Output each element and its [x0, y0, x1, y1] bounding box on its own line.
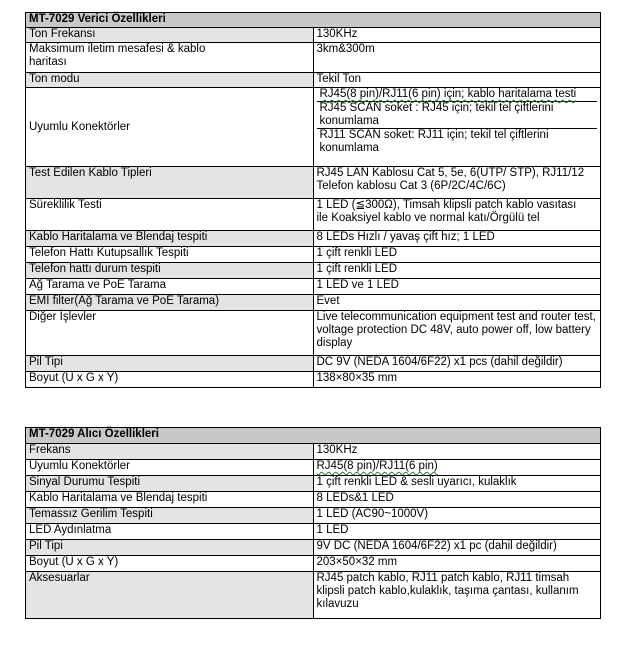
- row-value: 1 çift renkli LED: [313, 247, 601, 263]
- table-row: [26, 476, 601, 492]
- row-value: [313, 572, 601, 619]
- row-label: Ağ Tarama ve PoE Tarama: [26, 279, 314, 295]
- row-value: 9V DC (NEDA 1604/6F22) x1 pc (dahil değildir): [313, 540, 601, 556]
- table-row: [26, 295, 601, 311]
- value-line: RJ45(8 pin)/RJ11(6 pin) için; kablo haritalama testi: [319, 88, 577, 100]
- row-value: Evet: [313, 295, 601, 311]
- value-line: kılavuzu: [316, 598, 359, 610]
- value-line: RJ45 LAN Kablosu Cat 5, 5e, 6(UTP/ STP), RJ11/12: [316, 167, 585, 179]
- row-value: [313, 88, 601, 167]
- row-value: 1 LED: [313, 524, 601, 540]
- row-label: Ton modu: [26, 73, 314, 88]
- value-text: RJ45(8 pin)/RJ11(6 pin): [316, 460, 438, 472]
- row-label: Test Edilen Kablo Tipleri: [26, 167, 314, 199]
- value-line: konumlama: [319, 115, 379, 127]
- row-label: Telefon Hattı Kutupsallık Tespiti: [26, 247, 314, 263]
- table-row: [26, 279, 601, 295]
- row-label: Pil Tipi: [26, 356, 314, 372]
- table-row: [26, 73, 601, 88]
- row-label: Telefon hattı durum tespiti: [26, 263, 314, 279]
- table-row: [26, 263, 601, 279]
- table-row: [26, 508, 601, 524]
- row-value: 1 çift renkli LED & sesli uyarıcı, kulaklık: [313, 476, 601, 492]
- row-value: DC 9V (NEDA 1604/6F22) x1 pcs (dahil değildir): [313, 356, 601, 372]
- row-label: EMI filter(Ağ Tarama ve PoE Tarama): [26, 295, 314, 311]
- table-row: [26, 199, 601, 231]
- value-line: RJ45 SCAN soket : RJ45 için; tekil tel çiftlerini: [319, 102, 554, 114]
- value-line: ile Koaksiyel kablo ve normal katı/Örgülü tel: [316, 212, 540, 224]
- table-row: [26, 540, 601, 556]
- row-label: Boyut (U x G x Y): [26, 372, 314, 388]
- row-label: Frekans: [26, 444, 314, 460]
- row-value: [313, 311, 601, 356]
- label-line: haritası: [29, 56, 67, 68]
- row-value: 130KHz: [313, 28, 601, 43]
- row-label: [26, 43, 314, 73]
- row-value: 130KHz: [313, 444, 601, 460]
- value-sub-row: [317, 101, 598, 128]
- receiver-spec-table: [25, 427, 601, 619]
- table-row: [26, 556, 601, 572]
- value-line: konumlama: [319, 142, 379, 154]
- row-label: Kablo Haritalama ve Blendaj tespiti: [26, 492, 314, 508]
- row-label: Uyumlu Konektörler: [26, 460, 314, 476]
- transmitter-spec-table: [25, 12, 601, 388]
- row-label: Diğer İşlevler: [26, 311, 314, 356]
- table-row: [26, 372, 601, 388]
- table-row: [26, 247, 601, 263]
- value-line: 1 LED (≦300Ω), Timsah klipsli patch kablo vasıtası: [316, 199, 577, 211]
- label-line: Maksimum iletim mesafesi & kablo: [29, 43, 206, 55]
- row-label: Boyut (U x G x Y): [26, 556, 314, 572]
- row-value: [313, 460, 601, 476]
- row-value: 1 çift renkli LED: [313, 263, 601, 279]
- table-row: [26, 28, 601, 43]
- value-sub-row: [317, 88, 598, 101]
- table-row: [26, 492, 601, 508]
- row-label: Temassız Gerilim Tespiti: [26, 508, 314, 524]
- table-row: [26, 572, 601, 619]
- value-line: RJ11 SCAN soket: RJ11 için; tekil tel çiftlerini: [319, 129, 549, 141]
- table-row: [26, 88, 601, 167]
- row-label: Kablo Haritalama ve Blendaj tespiti: [26, 231, 314, 247]
- row-label: Pil Tipi: [26, 540, 314, 556]
- row-value: [313, 199, 601, 231]
- row-value: 1 LED (AC90~1000V): [313, 508, 601, 524]
- row-label: Sinyal Durumu Tespiti: [26, 476, 314, 492]
- row-label: Süreklilik Testi: [26, 199, 314, 231]
- value-line: klipsli patch kablo,kulaklık, taşıma çantası, kullanım: [316, 585, 579, 597]
- row-value: [313, 167, 601, 199]
- row-value: 1 LED ve 1 LED: [313, 279, 601, 295]
- table-row: [26, 524, 601, 540]
- row-value: 8 LEDs&1 LED: [313, 492, 601, 508]
- row-value: 138×80×35 mm: [313, 372, 601, 388]
- table-row: [26, 356, 601, 372]
- table-row: [26, 311, 601, 356]
- value-line: Live telecommunication equipment test and router test,: [316, 311, 596, 323]
- row-value: 203×50×32 mm: [313, 556, 601, 572]
- table-row: [26, 444, 601, 460]
- value-line: voltage protection DC 48V, auto power off, low battery: [316, 324, 591, 336]
- row-value: 8 LEDs Hızlı / yavaş çift hız; 1 LED: [313, 231, 601, 247]
- value-sub-row: [317, 128, 598, 155]
- table-row: [26, 167, 601, 199]
- row-label: Uyumlu Konektörler: [26, 88, 314, 167]
- receiver-table-title: MT-7029 Alıcı Özellikleri: [26, 428, 601, 444]
- table-row: [26, 43, 601, 73]
- transmitter-table-title: MT-7029 Verici Özellikleri: [26, 13, 601, 28]
- row-label: Ton Frekansı: [26, 28, 314, 43]
- value-line: display: [316, 337, 353, 349]
- value-line: Telefon kablosu Cat 3 (6P/2C/4C/6C): [316, 180, 506, 192]
- row-label: LED Aydınlatma: [26, 524, 314, 540]
- table-row: [26, 460, 601, 476]
- row-value: 3km&300m: [313, 43, 601, 73]
- row-label: Aksesuarlar: [26, 572, 314, 619]
- value-line: RJ45 patch kablo, RJ11 patch kablo, RJ11 timsah: [316, 572, 570, 584]
- table-row: [26, 231, 601, 247]
- row-value: Tekil Ton: [313, 73, 601, 88]
